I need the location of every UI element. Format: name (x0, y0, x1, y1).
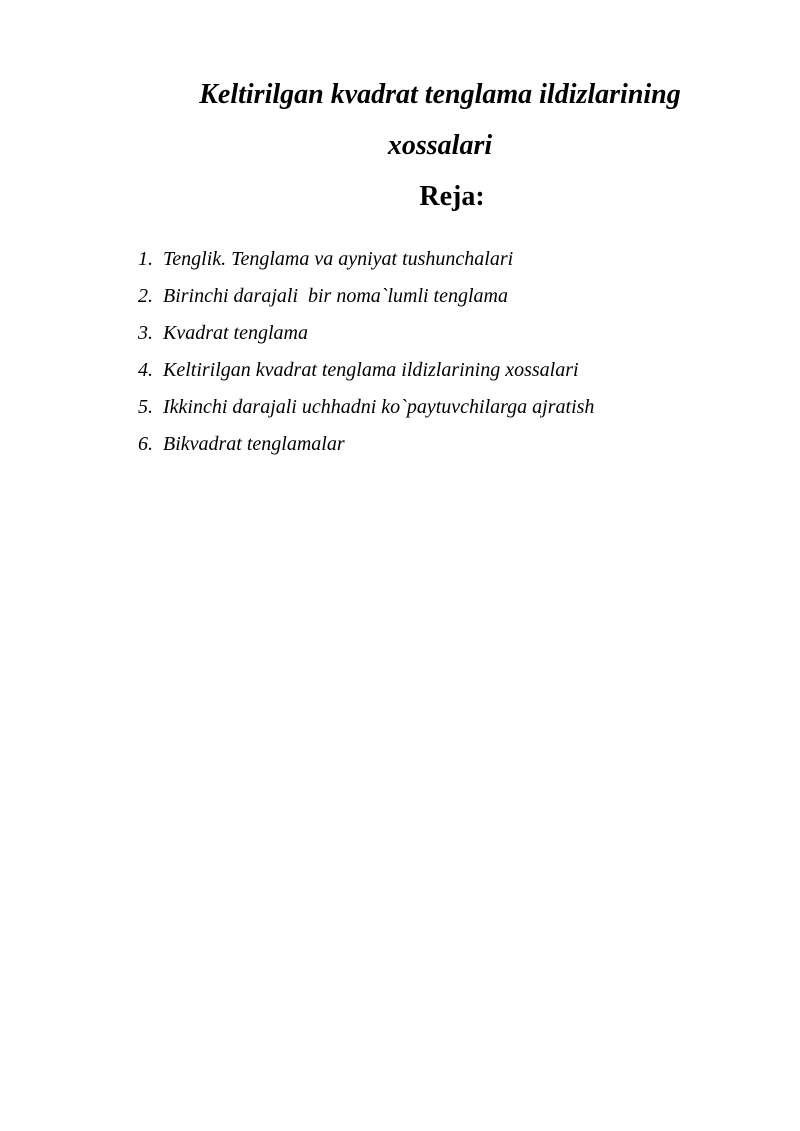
plan-item-text: Tenglik. Tenglama va ayniyat tushunchalari (163, 248, 514, 270)
plan-item (138, 392, 594, 429)
plan-item-text: Birinchi darajali bir noma`lumli tenglama (163, 285, 508, 307)
plan-item (138, 244, 594, 281)
plan-heading: Reja: (419, 181, 485, 212)
plan-item (138, 281, 594, 318)
plan-item-number: 1. (138, 248, 153, 270)
document-title-line-1: Keltirilgan kvadrat tenglama ildizlarining (199, 79, 681, 110)
plan-item (138, 355, 594, 392)
plan-item-text: Bikvadrat tenglamalar (163, 433, 345, 455)
document-title-line-2: xossalari (387, 130, 493, 161)
plan-item-number: 5. (138, 396, 153, 418)
plan-item-text: Ikkinchi darajali uchhadni ko`paytuvchilarga ajratish (163, 396, 595, 418)
plan-item-text: Keltirilgan kvadrat tenglama ildizlarining xossalari (163, 359, 579, 381)
plan-item (138, 429, 594, 466)
plan-item-text: Kvadrat tenglama (163, 322, 308, 344)
plan-item (138, 318, 594, 355)
plan-list (138, 244, 594, 466)
plan-item-number: 2. (138, 285, 153, 307)
plan-item-number: 4. (138, 359, 153, 381)
plan-item-number: 3. (138, 322, 153, 344)
plan-item-number: 6. (138, 433, 153, 455)
